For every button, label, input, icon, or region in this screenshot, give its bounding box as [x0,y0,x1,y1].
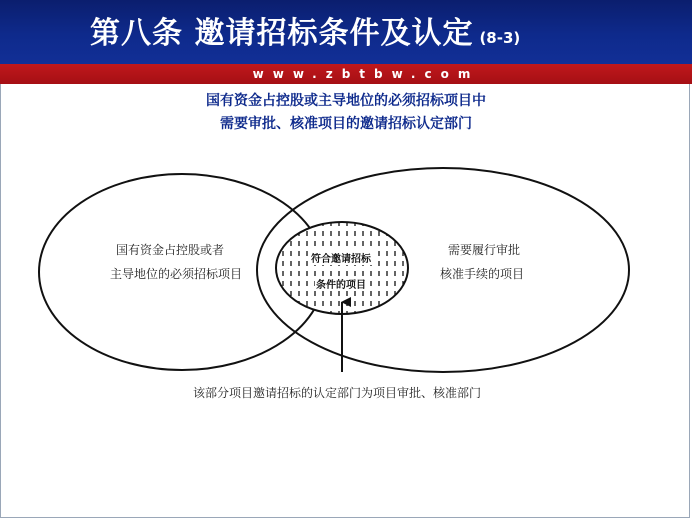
right-set-label-line-1: 需要履行审批 [448,243,521,257]
subtitle-line-2: 需要审批、核准项目的邀请招标认定部门 [220,116,472,132]
slide-title-suffix: (8-3) [479,29,521,47]
intersection-ellipse [276,222,408,314]
right-set-label-line-2: 核准手续的项目 [440,267,525,281]
intersection-label-line-1: 符合邀请招标 [310,250,372,265]
website-url: www.zbtbw.com [252,67,480,81]
subtitle-line-1: 国有资金占控股或主导地位的必须招标项目中 [206,93,486,109]
slide-title-text: 第八条 邀请招标条件及认定 [90,16,474,51]
left-set-label-line-2: 主导地位的必须招标项目 [110,267,243,281]
annotation-text: 该部分项目邀请招标的认定部门为项目审批、核准部门 [193,386,482,400]
left-set-label-line-1: 国有资金占控股或者 [116,243,225,257]
intersection-label-line-2: 条件的项目 [315,276,367,291]
